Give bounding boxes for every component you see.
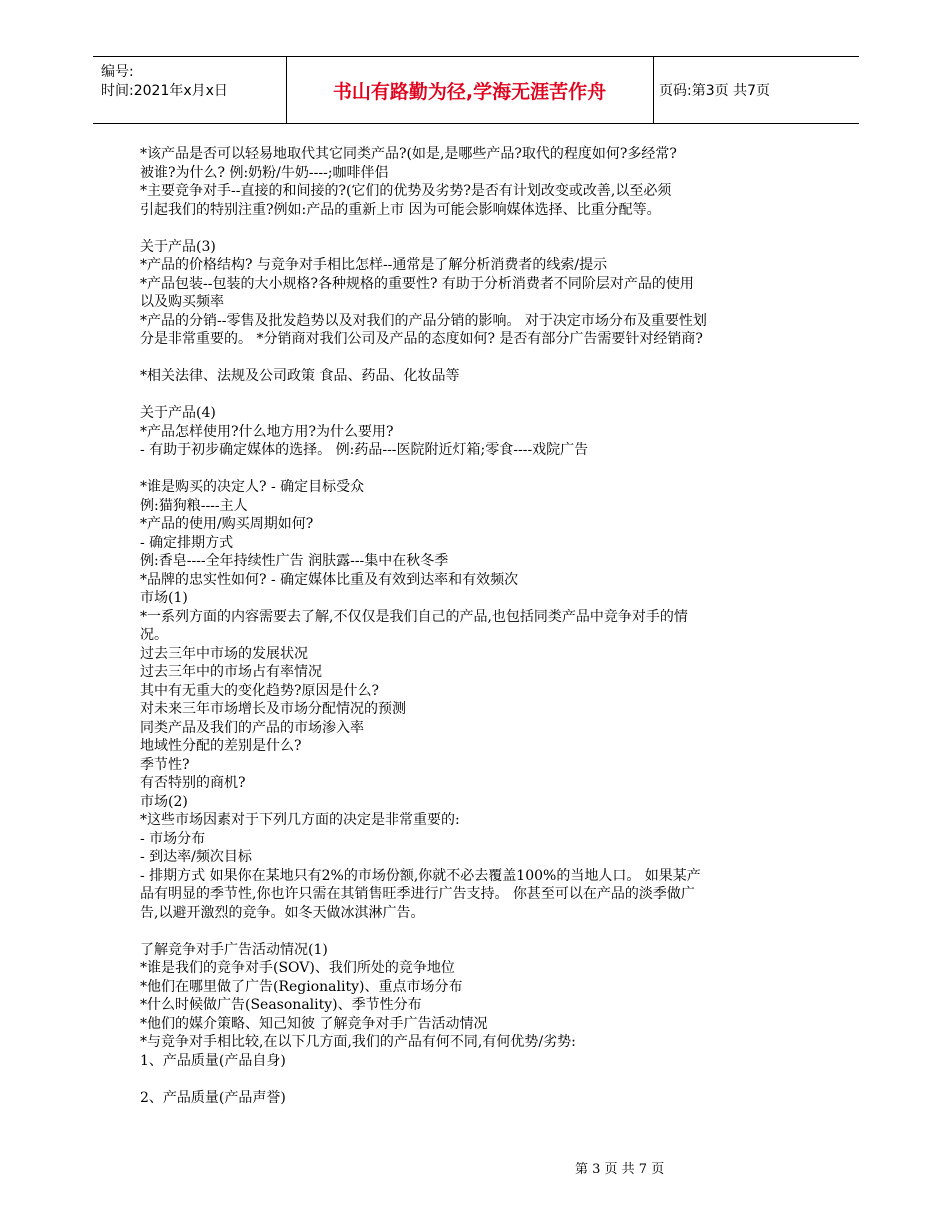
text-line: *谁是我们的竞争对手(SOV)、我们所处的竞争地位 [140, 960, 455, 976]
blank-line [140, 922, 820, 941]
page-header [93, 56, 859, 124]
text-line: 引起我们的特别注重?例如:产品的重新上市 因为可能会影响媒体选择、比重分配等。 [140, 201, 661, 218]
text-line: 例:猫狗粮----主人 [140, 497, 248, 514]
text-line: 同类产品及我们的产品的市场渗入率 [140, 719, 364, 736]
blank-line [140, 349, 820, 368]
text-line: 了解竞争对手广告活动情况(1) [140, 941, 328, 958]
text-line: 有否特别的商机? [140, 775, 246, 791]
text-line: 品有明显的季节性,你也许只需在其销售旺季进行广告支持。 你甚至可以在产品的淡季做广 [140, 886, 695, 902]
text-line: - 市场分布 [140, 830, 206, 847]
text-line: *主要竞争对手--直接的和间接的?(它们的优势及劣势?是否有计划改变或改善,以至必须 [140, 183, 672, 199]
text-line: - 确定排期方式 [140, 534, 234, 551]
text-line: 告,以避开激烈的竞争。如冬天做冰淇淋广告。 [140, 904, 425, 921]
text-line: 分是非常重要的。 *分销商对我们公司及产品的态度如何? 是否有部分广告需要针对经销商? [140, 331, 703, 347]
text-line: 对未来三年市场增长及市场分配情况的预测 [140, 701, 406, 717]
text-line: *产品的分销--零售及批发趋势以及对我们的产品分销的影响。 对于决定市场分布及重要性划 [140, 312, 707, 329]
text-line: *他们在哪里做了广告(Regionality)、重点市场分布 [140, 978, 463, 995]
footer-page-number: 第 3 页 共 7 页 [575, 1162, 665, 1177]
text-line: 市场(2) [140, 793, 188, 810]
text-line: *与竞争对手相比较,在以下几方面,我们的产品有何不同,有何优势/劣势: [140, 1034, 576, 1050]
number-label: 编号: [101, 64, 134, 80]
text-line: *一系列方面的内容需要去了解,不仅仅是我们自己的产品,也包括同类产品中竞争对手的情 [140, 608, 688, 625]
text-line: 过去三年中市场的发展状况 [140, 645, 308, 662]
text-line: *相关法律、法规及公司政策 食品、药品、化妆品等 [140, 368, 460, 384]
text-line: 况。 [140, 627, 168, 643]
text-line: 过去三年中的市场占有率情况 [140, 664, 322, 680]
text-line: 例:香皂----全年持续性广告 润肤露---集中在秋冬季 [140, 553, 449, 569]
text-line: 被谁?为什么? 例:奶粉/牛奶----;咖啡伴侣 [140, 164, 389, 181]
time-label: 时间:2021年x月x日 [101, 83, 228, 99]
blank-line [140, 386, 820, 405]
text-line: 关于产品(4) [140, 405, 216, 421]
text-line: 地域性分配的差别是什么? [140, 738, 302, 754]
text-line: *这些市场因素对于下列几方面的决定是非常重要的: [140, 812, 460, 828]
text-line: - 排期方式 如果你在某地只有2%的市场份额,你就不必去覆盖100%的当地人口。 如果某产 [140, 867, 701, 884]
text-line: *产品的使用/购买周期如何? [140, 516, 314, 532]
text-line: - 有助于初步确定媒体的选择。 例:药品---医院附近灯箱;零食----戏院广告 [140, 442, 589, 458]
header-motto: 书山有路勤为径,学海无涯苦作舟 [332, 80, 607, 103]
blank-line [140, 1070, 820, 1089]
text-line: 以及购买频率 [140, 294, 224, 310]
text-line: 季节性? [140, 756, 190, 773]
text-line: *谁是购买的决定人? - 确定目标受众 [140, 479, 365, 495]
text-line: 市场(1) [140, 590, 188, 606]
header-meta [101, 63, 228, 101]
blank-line [140, 460, 820, 479]
text-line: *产品的价格结构? 与竞争对手相比怎样--通常是了解分析消费者的线索/提示 [140, 257, 608, 273]
blank-line [140, 219, 820, 238]
text-line: 其中有无重大的变化趋势?原因是什么? [140, 682, 380, 699]
text-line: - 到达率/频次目标 [140, 849, 252, 865]
text-line: *该产品是否可以轻易地取代其它同类产品?(如是,是哪些产品?取代的程度如何?多经常? [140, 146, 677, 162]
text-line: *什么时候做广告(Seasonality)、季节性分布 [140, 997, 422, 1013]
document-body [140, 145, 820, 1107]
text-line: *产品怎样使用?什么地方用?为什么要用? [140, 423, 394, 440]
text-line: 1、产品质量(产品自身) [140, 1052, 286, 1069]
header-divider-right [653, 57, 654, 123]
text-line: *产品包装--包装的大小规格?各种规格的重要性? 有助于分析消费者不同阶层对产品的使用 [140, 275, 694, 292]
text-line: 2、产品质量(产品声誉) [140, 1089, 286, 1106]
text-line: *品牌的忠实性如何? - 确定媒体比重及有效到达率和有效频次 [140, 571, 519, 588]
text-line: *他们的媒介策略、知己知彼 了解竞争对手广告活动情况 [140, 1015, 488, 1032]
text-line: 关于产品(3) [140, 238, 216, 255]
header-page-info: 页码:第3页 共7页 [659, 83, 770, 99]
